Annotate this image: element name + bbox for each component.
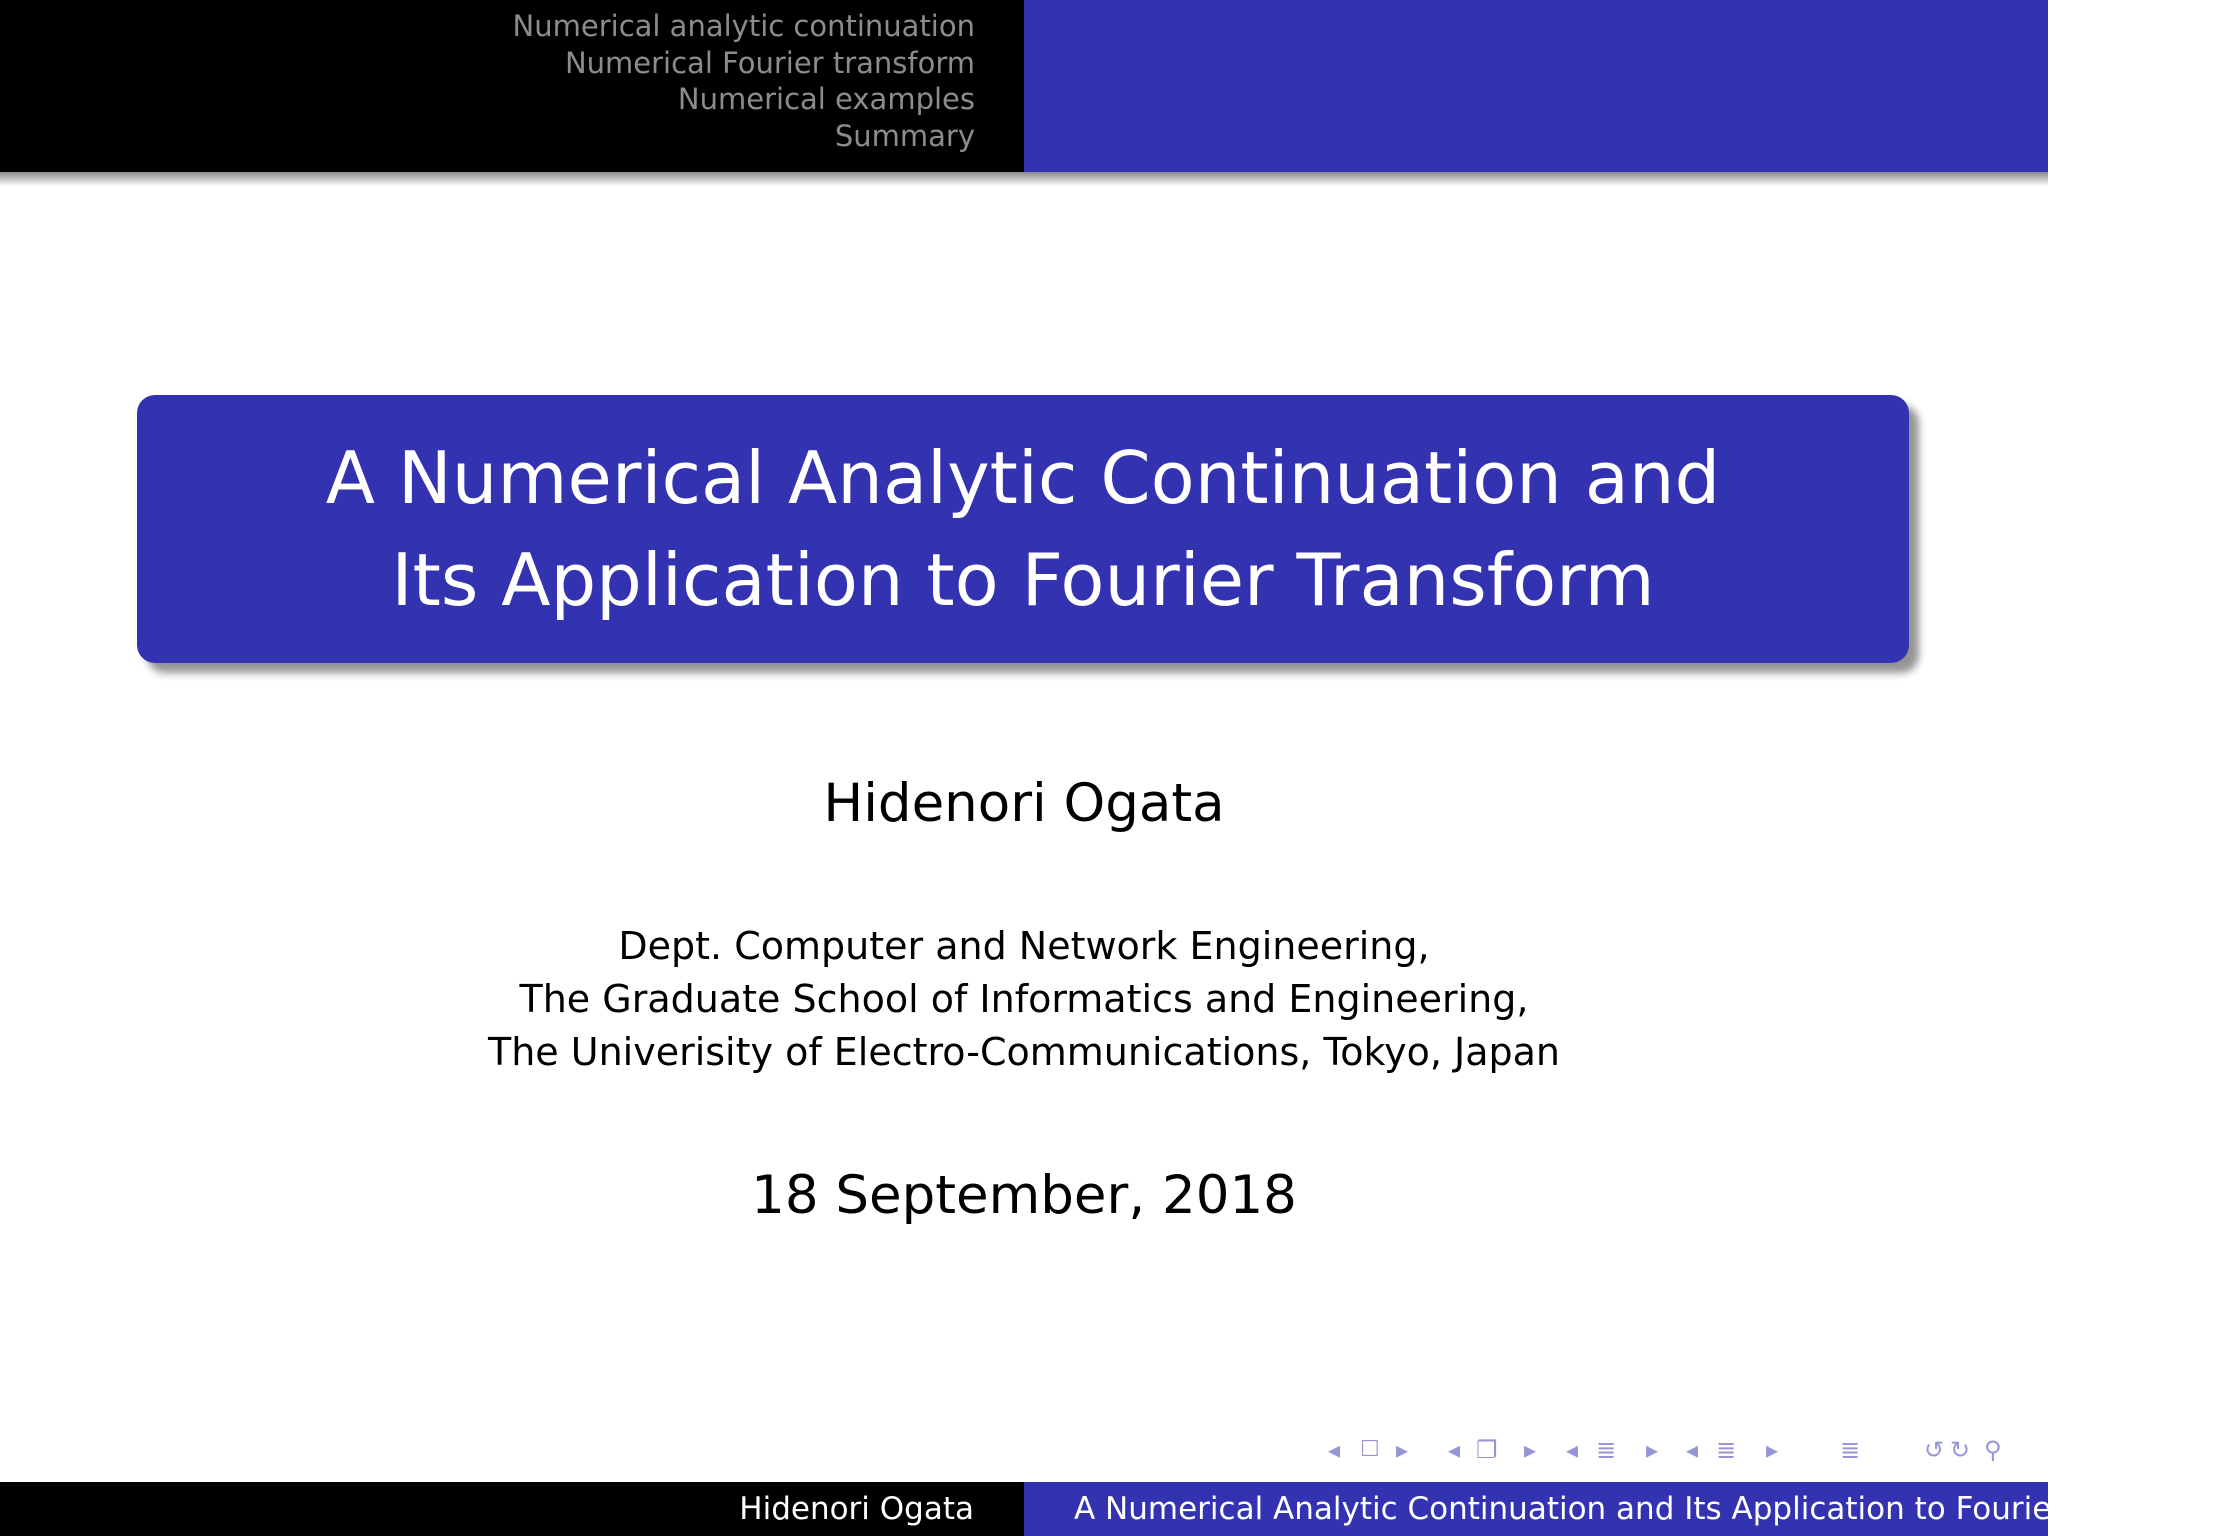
title-block [137, 395, 1909, 663]
affiliation [0, 920, 2048, 1079]
prev-section-arrow-icon[interactable]: ◂ [1686, 1436, 1699, 1464]
footer-title: A Numerical Analytic Continuation and Its Application to Fourier Transform [1074, 1491, 2228, 1527]
title-line-1: A Numerical Analytic Continuation and [325, 436, 1721, 520]
subsection-icon[interactable]: ≣ [1596, 1436, 1617, 1464]
footer-author: Hidenori Ogata [739, 1491, 974, 1527]
frame-icon[interactable]: ❐ [1476, 1436, 1498, 1464]
affiliation-line-1: Dept. Computer and Network Engineering, [618, 924, 1430, 968]
header-shadow [0, 172, 2048, 186]
affiliation-line-2: The Graduate School of Informatics and Engineering, [519, 977, 1529, 1021]
forward-icon[interactable]: ↻ [1950, 1436, 1971, 1464]
author-name: Hidenori Ogata [823, 773, 1225, 834]
search-icon[interactable]: ⚲ [1984, 1436, 2002, 1464]
section-link-fourier-transform[interactable]: Numerical Fourier transform [564, 45, 975, 80]
back-icon[interactable]: ↺ [1924, 1436, 1945, 1464]
section-icon[interactable]: ≣ [1716, 1436, 1737, 1464]
navigation-symbols [1320, 1435, 2048, 1465]
section-navigation [513, 8, 975, 154]
next-slide-arrow-icon[interactable]: ▸ [1396, 1436, 1409, 1464]
next-section-arrow-icon[interactable]: ▸ [1766, 1436, 1779, 1464]
header-right-panel [1024, 0, 2048, 172]
next-subsection-arrow-icon[interactable]: ▸ [1646, 1436, 1659, 1464]
presentation-date: 18 September, 2018 [751, 1165, 1297, 1226]
slide-icon[interactable]: ☐ [1360, 1437, 1380, 1462]
section-link-summary[interactable]: Summary [834, 118, 975, 153]
prev-frame-arrow-icon[interactable]: ◂ [1448, 1436, 1461, 1464]
footer-right-panel [1024, 1482, 2228, 1536]
align-icon[interactable]: ≣ [1840, 1436, 1861, 1464]
header-bar [0, 0, 2048, 172]
prev-subsection-arrow-icon[interactable]: ◂ [1566, 1436, 1579, 1464]
section-link-numerical-examples[interactable]: Numerical examples [677, 82, 975, 116]
prev-slide-arrow-icon[interactable]: ◂ [1328, 1436, 1341, 1464]
next-frame-arrow-icon[interactable]: ▸ [1524, 1436, 1537, 1464]
section-link-analytic-continuation[interactable]: Numerical analytic continuation [512, 9, 975, 43]
affiliation-line-3: The Univerisity of Electro-Communications, Tokyo, Japan [488, 1030, 1560, 1074]
title-line-2: Its Application to Fourier Transform [391, 538, 1655, 622]
